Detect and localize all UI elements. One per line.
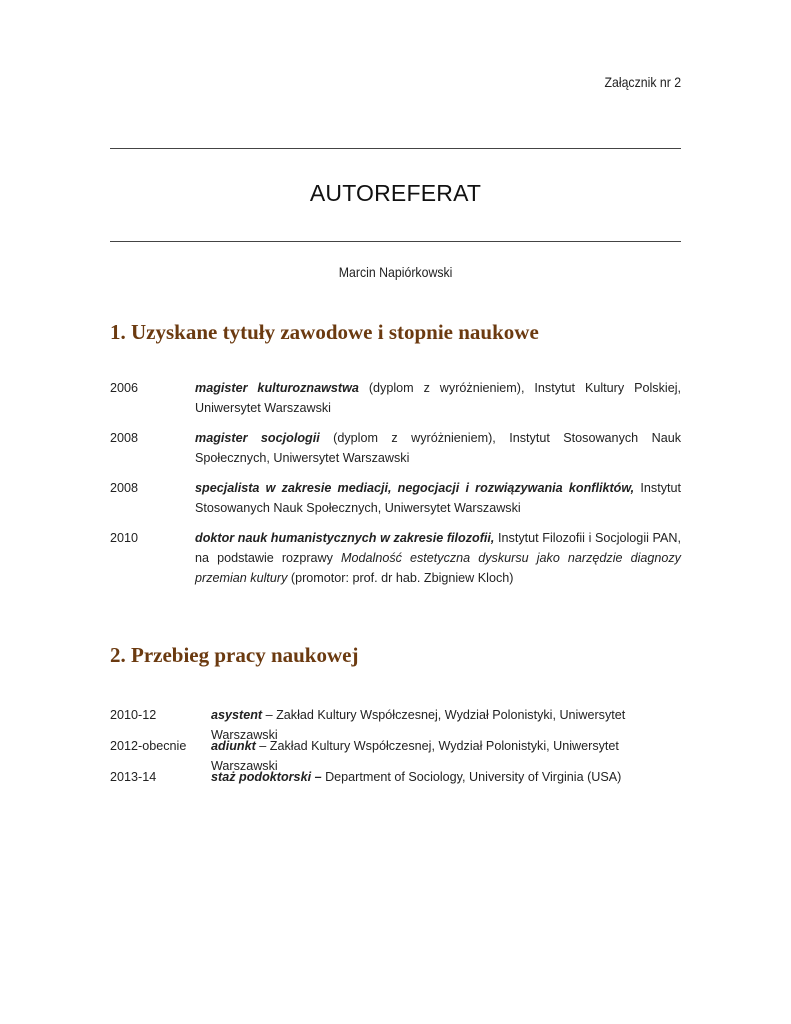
degree-year: 2008	[110, 481, 139, 495]
position-role: asystent	[211, 708, 263, 722]
degree-year: 2008	[110, 431, 139, 445]
degree-details: Instytut Stosowanych Nauk Społecznych, Uniwersytet Warszawski	[195, 481, 681, 515]
degree-title: magister socjologii	[195, 431, 320, 445]
degree-details: (dyplom z wyróżnieniem), Instytut Stosowanych Nauk Społecznych, Uniwersytet Warszawski	[195, 431, 681, 465]
supervisor: (promotor: prof. dr hab. Zbigniew Kloch)	[287, 571, 514, 585]
position-period: 2013-14	[110, 770, 157, 784]
degree-description	[195, 478, 681, 518]
degree-title: magister kulturoznawstwa	[195, 381, 359, 395]
section-heading-career: 2. Przebieg pracy naukowej	[110, 643, 359, 667]
degree-details: (dyplom z wyróżnieniem), Instytut Kultury Polskiej, Uniwersytet Warszawski	[195, 381, 681, 415]
degree-year: 2010	[110, 531, 139, 545]
position-details: – Zakład Kultury Współczesnej, Wydział Polonistyki, Uniwersytet Warszawski	[211, 739, 619, 773]
degree-title: doktor nauk humanistycznych w zakresie filozofii,	[195, 531, 495, 545]
section-heading-degrees: 1. Uzyskane tytuły zawodowe i stopnie naukowe	[110, 320, 539, 344]
annex-label: Załącznik nr 2	[604, 74, 681, 90]
position-details: Department of Sociology, University of Virginia (USA)	[321, 770, 622, 784]
author-name-text: Marcin Napiórkowski	[338, 264, 453, 280]
degree-year: 2006	[110, 381, 139, 395]
position-role: staż podoktorski –	[211, 770, 322, 784]
bottom-rule	[110, 241, 681, 242]
position-description	[211, 767, 681, 787]
top-rule	[110, 148, 681, 149]
position-details: – Zakład Kultury Współczesnej, Wydział Polonistyki, Uniwersytet Warszawski	[211, 708, 626, 742]
document-title: AUTOREFERAT	[309, 180, 482, 206]
thesis-title: Modalność estetyczna dyskursu jako narzędzie diagnozy przemian kultury	[195, 551, 681, 585]
author-name	[110, 264, 681, 280]
degree-description	[195, 428, 681, 468]
position-period: 2012-obecnie	[110, 739, 187, 753]
degree-description	[195, 378, 681, 418]
degree-details: Instytut Filozofii i Socjologii PAN, na podstawie rozprawy	[195, 531, 681, 565]
position-role: adiunkt	[211, 739, 256, 753]
position-period: 2010-12	[110, 708, 157, 722]
degree-title: specjalista w zakresie mediacji, negocjacji i rozwiązywania konfliktów,	[195, 481, 635, 495]
degree-description	[195, 528, 681, 588]
